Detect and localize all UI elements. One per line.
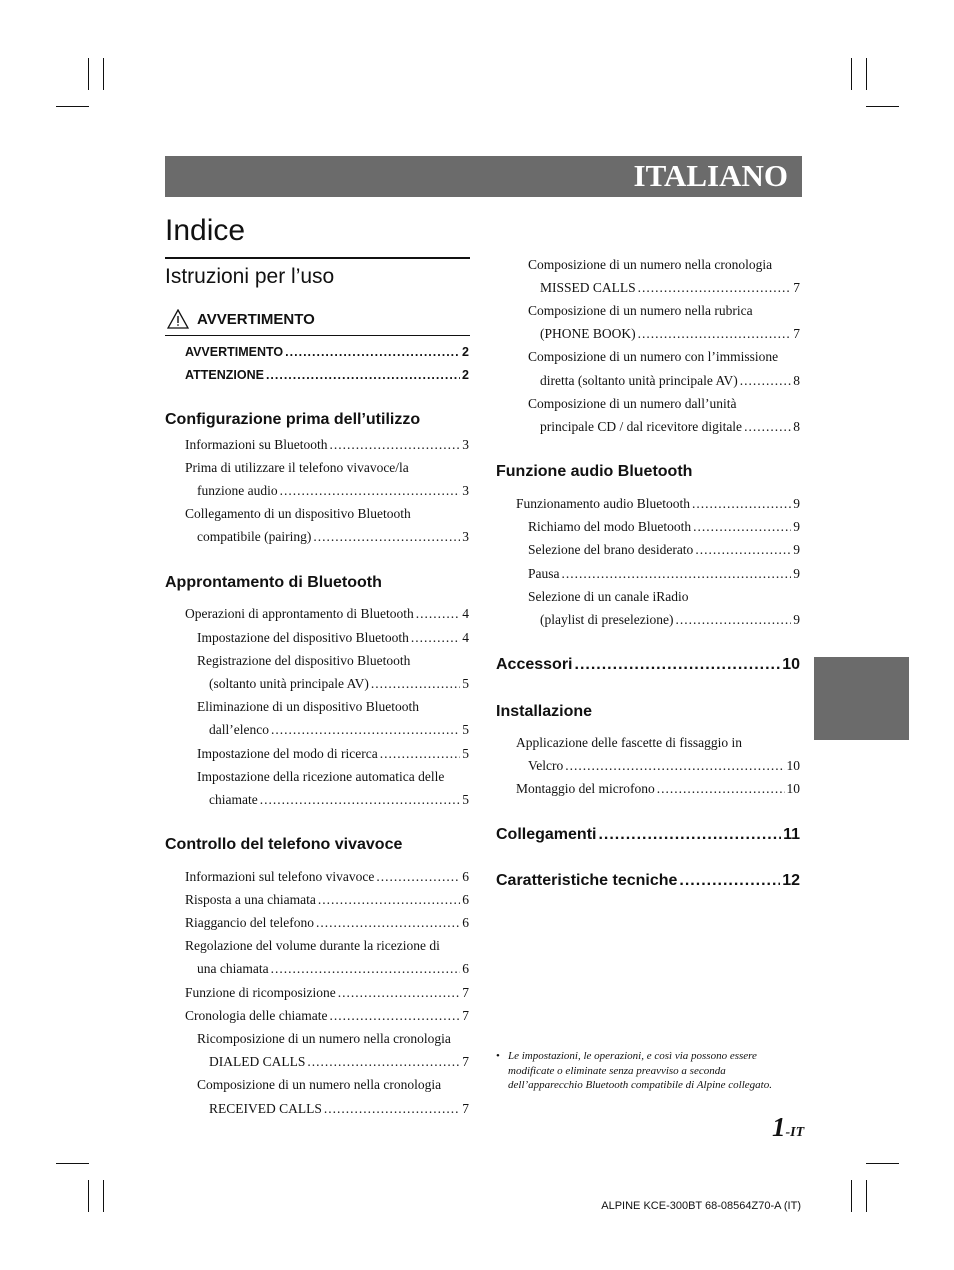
crop-mark <box>88 58 89 90</box>
toc-entry-page: 7 <box>462 1101 469 1116</box>
crop-mark <box>866 1180 867 1212</box>
toc-entry[interactable] <box>209 1100 469 1118</box>
side-tab <box>814 657 909 740</box>
crop-mark <box>866 106 899 107</box>
toc-entry-label[interactable]: Composizione di un numero nella rubrica <box>528 303 753 318</box>
crop-mark <box>851 58 852 90</box>
toc-entry-label: Cronologia delle chiamate <box>185 1008 328 1023</box>
toc-entry-label: (soltanto unità principale AV) <box>209 676 369 691</box>
toc-entry-label: Montaggio del microfono <box>516 781 655 796</box>
toc-entry-label: Richiamo del modo Bluetooth <box>528 519 692 534</box>
toc-entry[interactable] <box>209 791 469 809</box>
toc-entry[interactable] <box>185 914 469 932</box>
toc-entry[interactable] <box>540 279 800 297</box>
section-heading: Funzione audio Bluetooth <box>496 463 693 480</box>
toc-entry-page: 9 <box>793 519 800 534</box>
toc-entry-page: 9 <box>793 612 800 627</box>
toc-entry-page: 6 <box>462 869 469 884</box>
toc-entry-label[interactable]: Composizione di un numero nella cronologia <box>528 257 773 272</box>
toc-entry-label: Impostazione del modo di ricerca <box>197 746 378 761</box>
divider <box>165 257 470 259</box>
toc-entry-page: 6 <box>462 892 469 907</box>
toc-entry-label: Selezione del brano desiderato <box>528 542 694 557</box>
toc-entry-page: 12 <box>782 872 800 889</box>
toc-entry-label: Informazioni su Bluetooth <box>185 437 328 452</box>
toc-entry-label: Funzionamento audio Bluetooth <box>516 496 690 511</box>
toc-entry[interactable] <box>197 745 469 763</box>
crop-mark <box>88 1180 89 1212</box>
toc-entry-page: 8 <box>793 419 800 434</box>
page-title: Indice <box>165 214 246 247</box>
toc-entry[interactable] <box>197 528 469 546</box>
toc-entry-page: 9 <box>793 542 800 557</box>
toc-entry[interactable] <box>496 655 800 675</box>
page-number-suffix: -IT <box>785 1125 805 1140</box>
toc-entry-page: 10 <box>786 781 800 796</box>
toc-entry[interactable] <box>185 366 469 384</box>
toc-entry-page: 7 <box>462 985 469 1000</box>
crop-mark <box>866 1163 899 1164</box>
toc-entry[interactable] <box>528 518 800 536</box>
toc-entry-page: 10 <box>786 758 800 773</box>
toc-entry-page: 4 <box>462 630 469 645</box>
toc-entry-page: 2 <box>462 345 469 359</box>
crop-mark <box>103 1180 104 1212</box>
toc-entry[interactable] <box>496 825 800 845</box>
toc-entry-label[interactable]: Regolazione del volume durante la ricezione di <box>185 938 440 953</box>
toc-entry[interactable] <box>528 565 800 583</box>
toc-entry-label: RECEIVED CALLS <box>209 1101 322 1116</box>
toc-entry-label: una chiamata <box>197 961 269 976</box>
toc-entry-label: chiamate <box>209 792 258 807</box>
toc-entry-page: 5 <box>462 722 469 737</box>
toc-entry[interactable] <box>185 1007 469 1025</box>
toc-entry[interactable] <box>540 372 800 390</box>
footnote-text: Le impostazioni, le operazioni, e così via possono essere modificate o eliminate senza preavviso a seconda dell’apparecchio Bluetooth compatibile di Alpine collegato. <box>508 1050 772 1091</box>
toc-entry-label: funzione audio <box>197 483 278 498</box>
toc-entry[interactable] <box>496 871 800 891</box>
toc-entry-label: Velcro <box>528 758 564 773</box>
toc-entry-page: 7 <box>462 1054 469 1069</box>
toc-entry-label[interactable]: Prima di utilizzare il telefono vivavoce/la <box>185 460 409 475</box>
toc-entry[interactable] <box>540 325 800 343</box>
toc-entry-label: compatibile (pairing) <box>197 529 312 544</box>
toc-entry-label: ATTENZIONE <box>185 368 264 382</box>
toc-entry-page: 5 <box>462 792 469 807</box>
toc-entry-page: 3 <box>462 437 469 452</box>
warning-label: AVVERTIMENTO <box>197 311 315 328</box>
section-heading: Configurazione prima dell’utilizzo <box>165 411 421 428</box>
toc-entry-label: Funzione di ricomposizione <box>185 985 336 1000</box>
toc-entry-page: 3 <box>462 483 469 498</box>
toc-entry[interactable] <box>197 482 469 500</box>
toc-entry-page: 3 <box>462 529 469 544</box>
footer-text: ALPINE KCE-300BT 68-08564Z70-A (IT) <box>601 1200 801 1212</box>
section-heading: Controllo del telefono vivavoce <box>165 836 403 853</box>
toc-entry-label[interactable]: Ricomposizione di un numero nella cronologia <box>197 1031 451 1046</box>
toc-entry[interactable] <box>185 343 469 361</box>
toc-entry-label: (PHONE BOOK) <box>540 326 636 341</box>
crop-mark <box>56 106 89 107</box>
toc-entry-page: 5 <box>462 676 469 691</box>
toc-entry-label: Riaggancio del telefono <box>185 915 314 930</box>
toc-entry-label[interactable]: Collegamento di un dispositivo Bluetooth <box>185 506 411 521</box>
toc-entry[interactable] <box>540 611 800 629</box>
toc-entry-label[interactable]: Composizione di un numero con l’immissione <box>528 349 779 364</box>
toc-entry[interactable] <box>185 984 469 1002</box>
toc-entry-label[interactable]: Impostazione della ricezione automatica delle <box>197 769 445 784</box>
crop-mark <box>56 1163 89 1164</box>
toc-entry[interactable] <box>185 605 469 623</box>
toc-entry[interactable] <box>528 757 800 775</box>
toc-entry-page: 8 <box>793 373 800 388</box>
section-subtitle: Istruzioni per l’uso <box>165 265 335 288</box>
toc-entry[interactable] <box>516 495 800 513</box>
toc-entry-label: Collegamenti <box>496 826 597 843</box>
toc-entry-label[interactable]: Registrazione del dispositivo Bluetooth <box>197 653 411 668</box>
toc-entry-page: 7 <box>793 280 800 295</box>
section-heading: Approntamento di Bluetooth <box>165 574 382 591</box>
toc-entry-page: 10 <box>782 656 800 673</box>
toc-entry-page: 9 <box>793 496 800 511</box>
toc-entry-label: (playlist di preselezione) <box>540 612 674 627</box>
toc-entry-page: 2 <box>462 368 469 382</box>
toc-entry[interactable] <box>209 721 469 739</box>
toc-entry-page: 4 <box>462 606 469 621</box>
toc-entry-page: 6 <box>462 915 469 930</box>
toc-entry-label: Pausa <box>528 566 560 581</box>
page-number <box>772 1112 804 1143</box>
toc-entry-page: 5 <box>462 746 469 761</box>
toc-entry[interactable] <box>528 541 800 559</box>
toc-entry[interactable] <box>185 868 469 886</box>
crop-mark <box>866 58 867 90</box>
toc-entry[interactable] <box>209 1053 469 1071</box>
warning-heading <box>165 309 470 336</box>
toc-entry-page: 7 <box>793 326 800 341</box>
toc-entry-label: MISSED CALLS <box>540 280 636 295</box>
toc-entry-label[interactable]: Eliminazione di un dispositivo Bluetooth <box>197 699 419 714</box>
language-title: ITALIANO <box>633 158 788 193</box>
bullet: • <box>496 1050 500 1062</box>
warning-triangle-icon <box>167 309 189 329</box>
toc-entry-label[interactable]: Applicazione delle fascette di fissaggio in <box>516 735 743 750</box>
toc-entry[interactable] <box>185 436 469 454</box>
toc-entry-label: dall’elenco <box>209 722 269 737</box>
page-number-value: 1 <box>772 1112 786 1142</box>
language-banner <box>165 156 802 197</box>
toc-entry-label: Accessori <box>496 656 573 673</box>
toc-entry-label: diretta (soltanto unità principale AV) <box>540 373 738 388</box>
crop-mark <box>103 58 104 90</box>
toc-entry-page: 6 <box>462 961 469 976</box>
toc-entry[interactable] <box>209 675 469 693</box>
toc-entry[interactable] <box>185 891 469 909</box>
crop-mark <box>851 1180 852 1212</box>
toc-entry-label[interactable]: Composizione di un numero nella cronologia <box>197 1077 442 1092</box>
toc-entry-label: DIALED CALLS <box>209 1054 306 1069</box>
toc-entry[interactable] <box>197 960 469 978</box>
toc-entry-page: 9 <box>793 566 800 581</box>
toc-entry[interactable] <box>516 780 800 798</box>
toc-entry-label: Impostazione del dispositivo Bluetooth <box>197 630 409 645</box>
toc-entry-label: Operazioni di approntamento di Bluetooth <box>185 606 414 621</box>
toc-entry[interactable] <box>197 629 469 647</box>
toc-entry-label: Informazioni sul telefono vivavoce <box>185 869 375 884</box>
toc-entry-label: Caratteristiche tecniche <box>496 872 678 889</box>
toc-entry-label: Risposta a una chiamata <box>185 892 316 907</box>
toc-entry-page: 11 <box>783 826 800 843</box>
toc-entry[interactable] <box>540 418 800 436</box>
section-heading: Installazione <box>496 703 593 720</box>
toc-entry-label[interactable]: Composizione di un numero dall’unità <box>528 396 737 411</box>
toc-entry-page: 7 <box>462 1008 469 1023</box>
toc-entry-label: AVVERTIMENTO <box>185 345 284 359</box>
footnote <box>496 1049 796 1093</box>
toc-entry-label[interactable]: Selezione di un canale iRadio <box>528 589 689 604</box>
toc-entry-label: principale CD / dal ricevitore digitale <box>540 419 743 434</box>
